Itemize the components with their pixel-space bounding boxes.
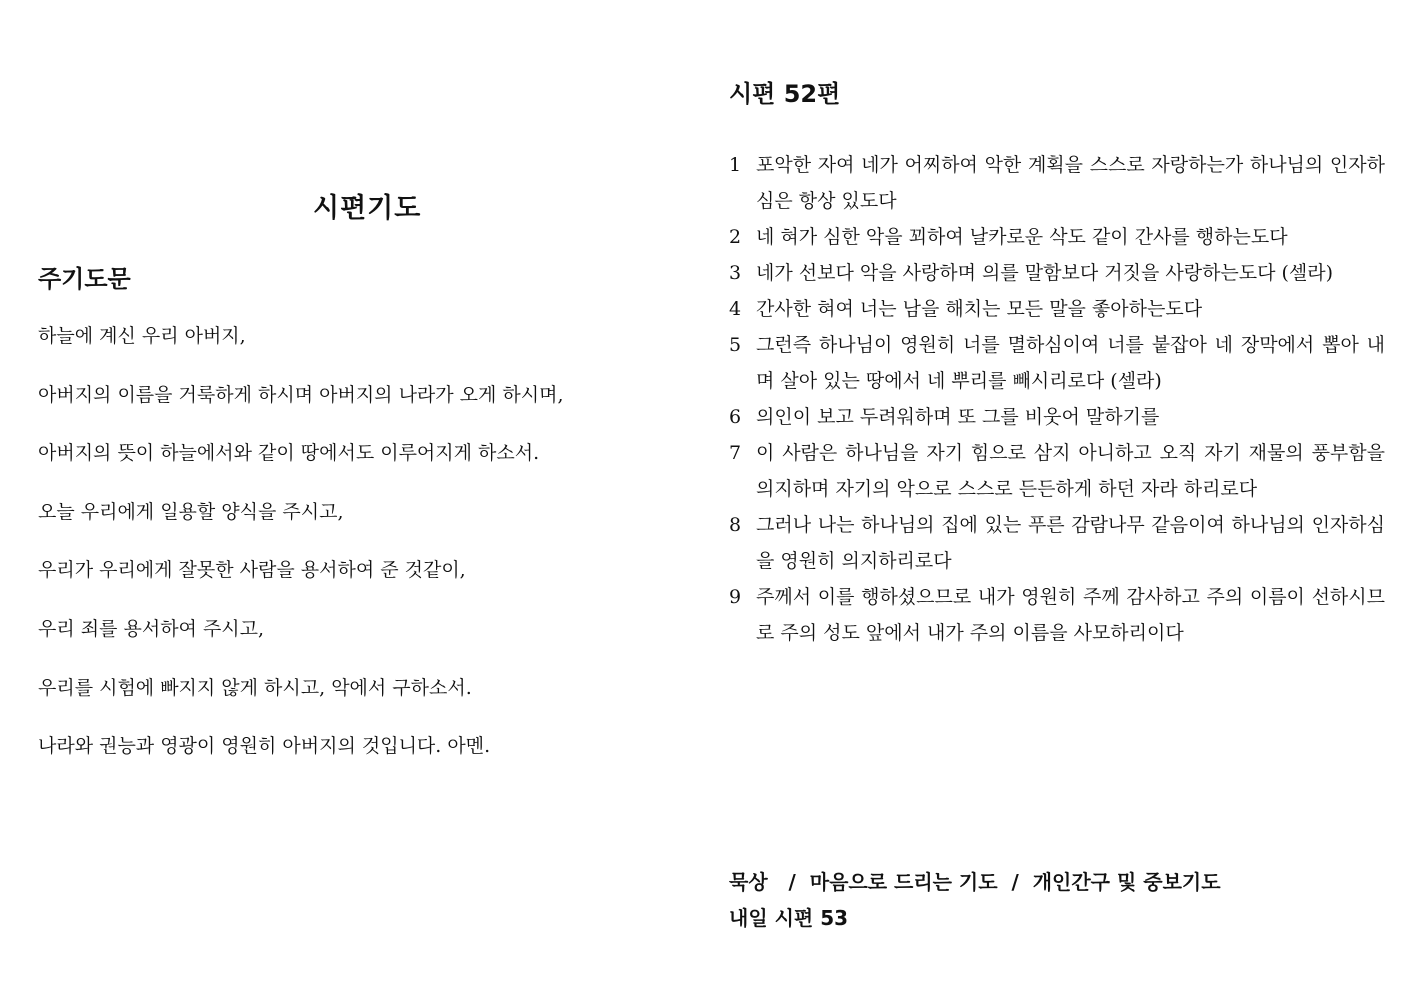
verse	[729, 291, 1385, 327]
prayer-line: 오늘 우리에게 일용할 양식을 주시고,	[38, 500, 344, 523]
verse-number: 4	[729, 298, 742, 320]
lords-prayer-text	[38, 322, 564, 791]
verse-text: 주께서 이를 행하셨으므로 내가 영원히 주께 감사하고 주의 이름이 선하시므로 주의 성도 앞에서 내가 주의 이름을 사모하리이다	[756, 586, 1385, 644]
verse-text: 포악한 자여 네가 어찌하여 악한 계획을 스스로 자랑하는가 하나님의 인자하심은 항상 있도다	[756, 154, 1385, 212]
verse-text: 네 혀가 심한 악을 꾀하여 날카로운 삭도 같이 간사를 행하는도다	[756, 226, 1288, 248]
prayer-line: 아버지의 이름을 거룩하게 하시며 아버지의 나라가 오게 하시며,	[38, 383, 564, 406]
prayer-line: 우리가 우리에게 잘못한 사람을 용서하여 준 것같이,	[38, 559, 466, 582]
verse-text: 네가 선보다 악을 사랑하며 의를 말함보다 거짓을 사랑하는도다 (셀라)	[756, 262, 1334, 284]
verse-number: 5	[729, 334, 742, 356]
verse	[729, 507, 1385, 579]
verse-number: 1	[729, 154, 742, 176]
prayer-line: 아버지의 뜻이 하늘에서와 같이 땅에서도 이루어지게 하소서.	[38, 442, 540, 465]
psalm-title: 시편 52편	[729, 80, 841, 108]
verse-text: 의인이 보고 두려워하며 또 그를 비웃어 말하기를	[756, 406, 1160, 428]
verse-number: 7	[729, 442, 742, 464]
verse	[729, 219, 1385, 255]
verse	[729, 147, 1385, 219]
verse-text: 그런즉 하나님이 영원히 너를 멸하심이여 너를 붙잡아 네 장막에서 뽑아 내며 살아 있는 땅에서 네 뿌리를 빼시리로다 (셀라)	[756, 334, 1385, 392]
verse	[729, 435, 1385, 507]
verse-text: 그러나 나는 하나님의 집에 있는 푸른 감람나무 같음이여 하나님의 인자하심을 영원히 의지하리로다	[756, 514, 1385, 572]
section-title-lords-prayer: 주기도문	[38, 265, 131, 293]
verse	[729, 399, 1385, 435]
verse	[729, 327, 1385, 399]
verse-text: 이 사람은 하나님을 자기 힘으로 삼지 아니하고 오직 자기 재물의 풍부함을 의지하며 자기의 악으로 스스로 든든하게 하던 자라 하리로다	[756, 442, 1385, 500]
verse-number: 8	[729, 514, 742, 536]
next-psalm: 내일 시편 53	[729, 906, 849, 930]
psalm-verses	[729, 147, 1385, 651]
verse-number: 6	[729, 406, 742, 428]
prayer-line: 우리 죄를 용서하여 주시고,	[38, 617, 265, 640]
document-title: 시편기도	[313, 193, 422, 224]
prayer-line: 나라와 권능과 영광이 영원히 아버지의 것입니다. 아멘.	[38, 735, 491, 758]
meditation-footer	[729, 864, 1221, 936]
verse-number: 3	[729, 262, 742, 284]
meditation-steps: 묵상 / 마음으로 드리는 기도 / 개인간구 및 중보기도	[729, 870, 1221, 894]
verse-number: 9	[729, 586, 742, 608]
verse	[729, 255, 1385, 291]
prayer-line: 우리를 시험에 빠지지 않게 하시고, 악에서 구하소서.	[38, 676, 472, 699]
prayer-line: 하늘에 계신 우리 아버지,	[38, 325, 246, 347]
verse	[729, 579, 1385, 651]
verse-number: 2	[729, 226, 742, 248]
verse-text: 간사한 혀여 너는 남을 해치는 모든 말을 좋아하는도다	[756, 298, 1203, 320]
